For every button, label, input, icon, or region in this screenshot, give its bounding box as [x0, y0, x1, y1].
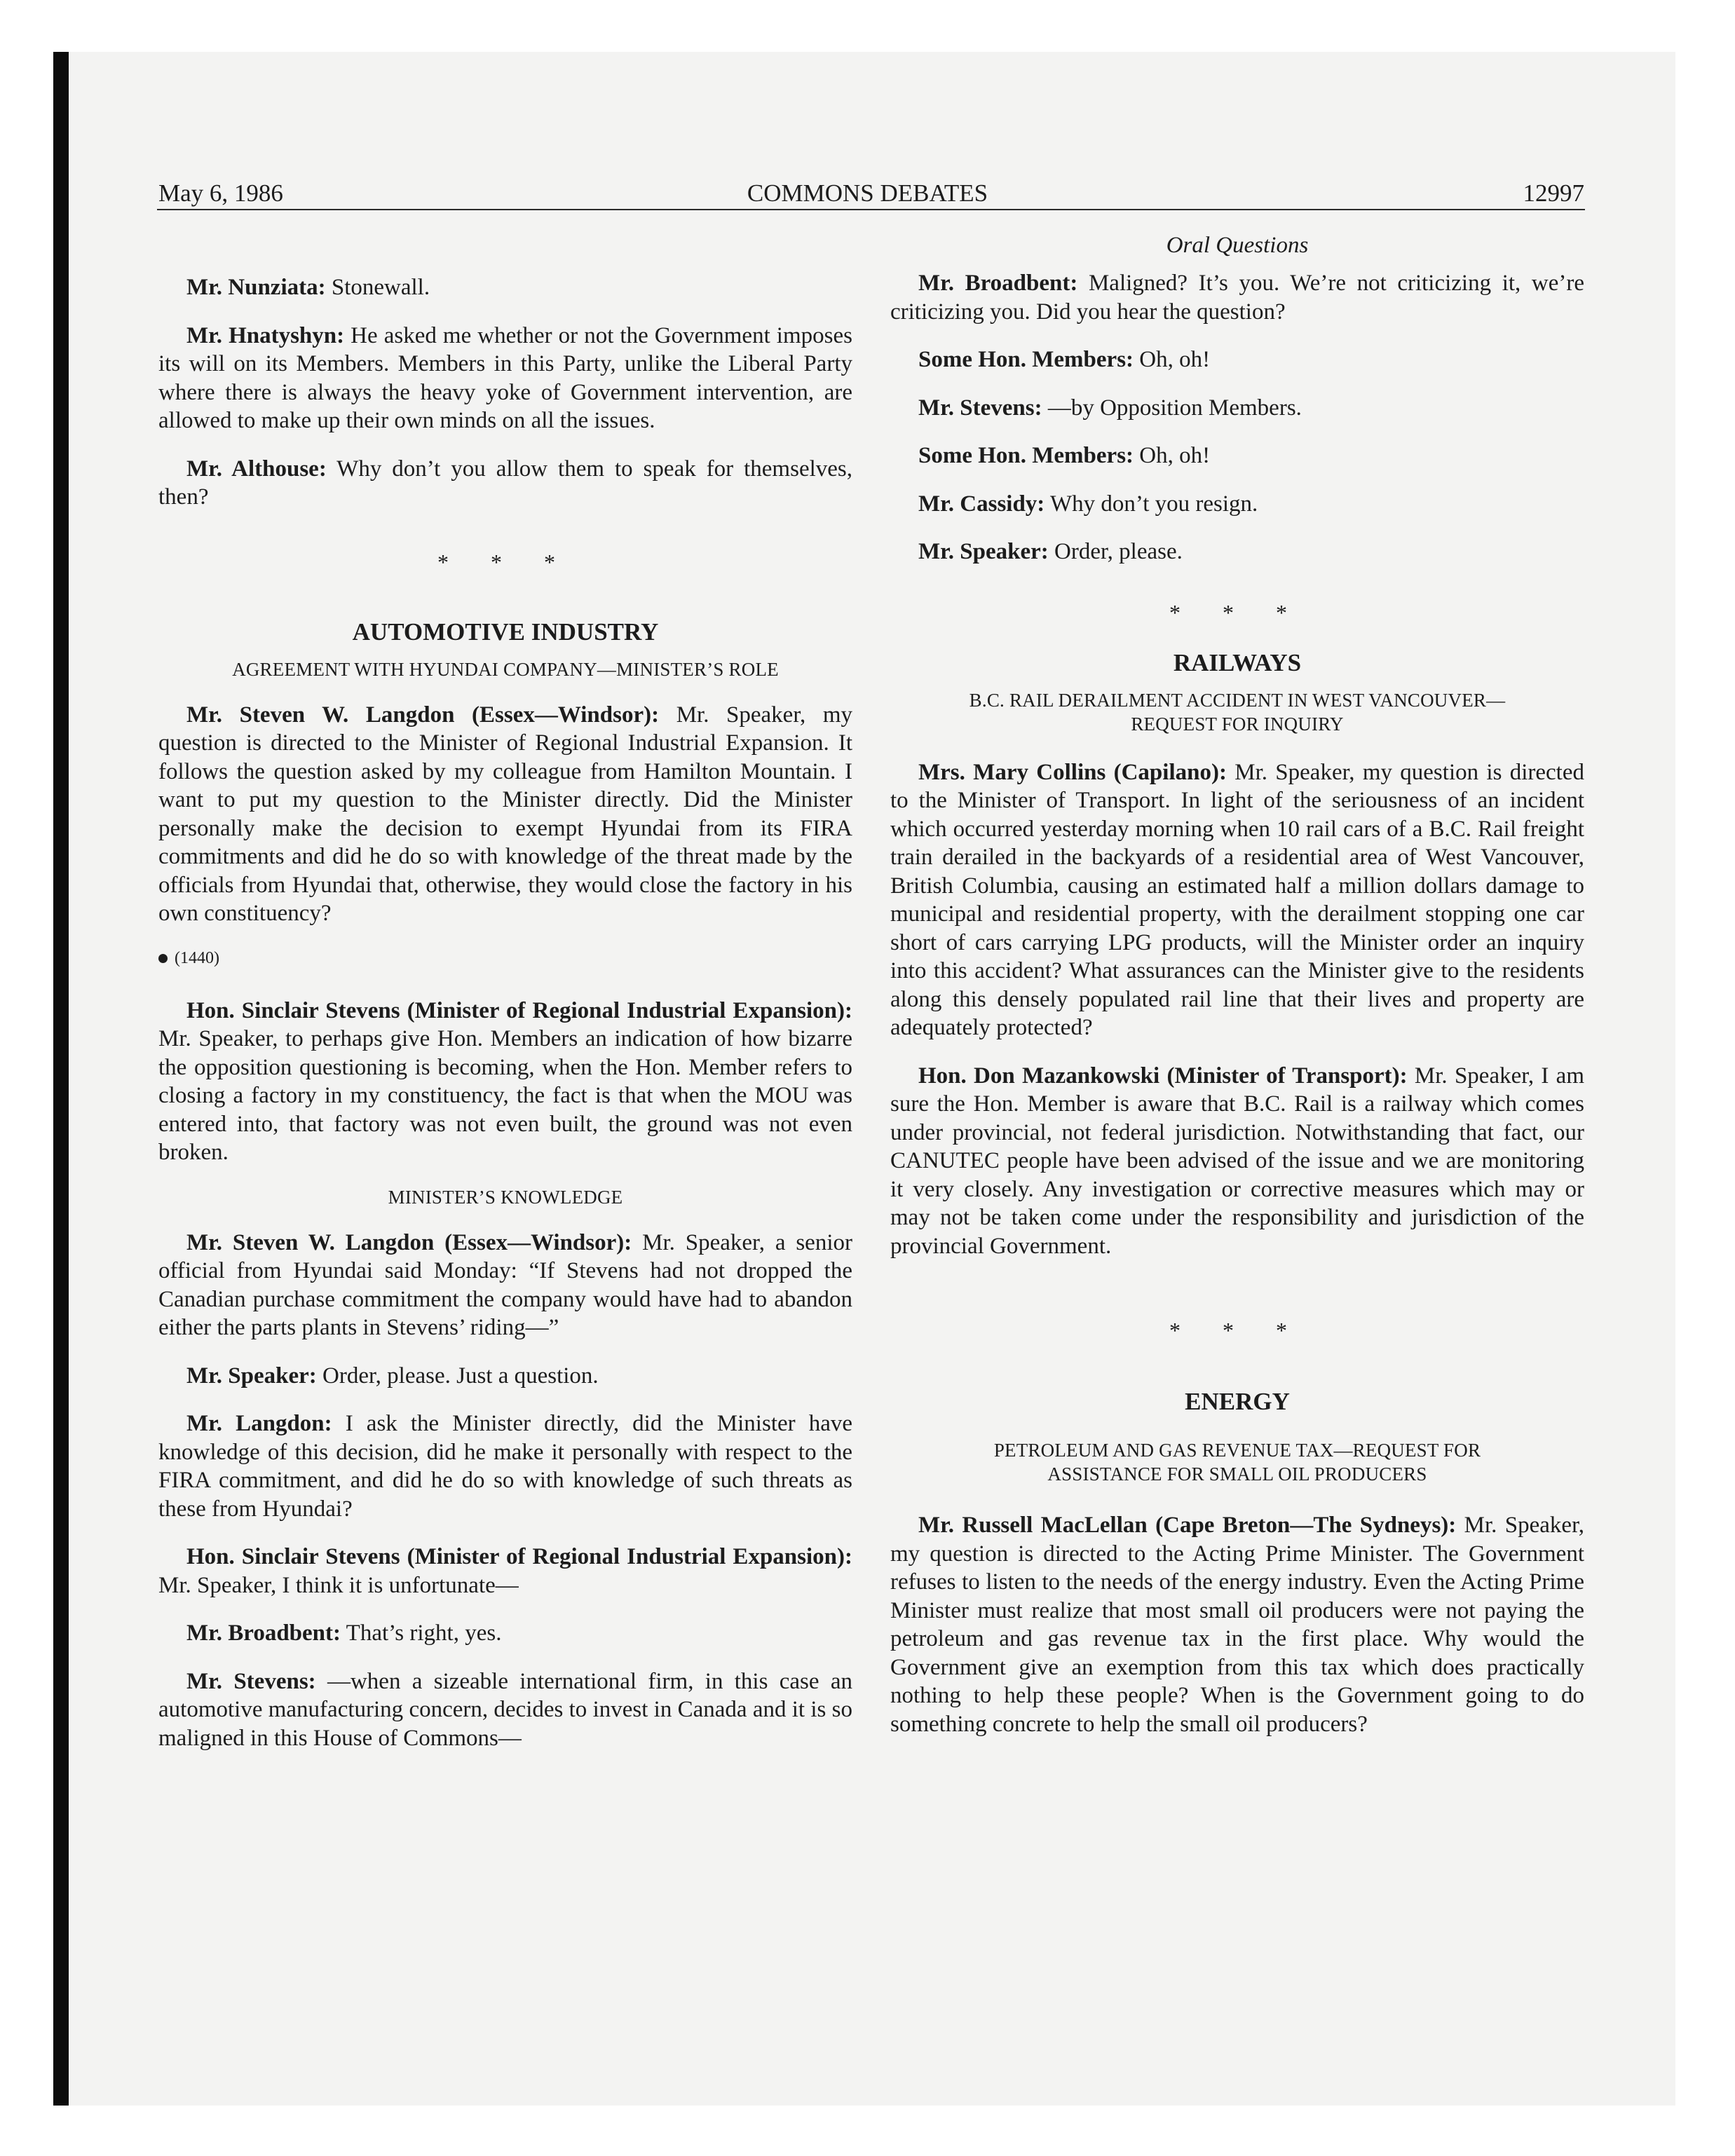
paragraph: Mr. Broadbent: That’s right, yes.	[186, 1621, 502, 1646]
speaker-name: Hon. Sinclair Stevens (Minister of Regional Industrial Expansion):	[186, 997, 852, 1023]
paragraph: Mrs. Mary Collins (Capilano): Mr. Speaker, my question is directed to the Minister of Transport. In light of the seriousness of an incident which occurred yesterday morning when 10 rail cars of a B.C. Rail freight train derailed in the backyards of a residential area of West Vancouver, British Columbia, causing an estimated half a million dollars damage to municipal and residential property, with the derailment stopping one car short of cars carrying LPG products, will the Minister order an inquiry into this accident? What assurances can the Minister give to the residents along this densely populated rail line that their lives and property are adequately protected?	[890, 759, 1584, 1040]
paragraph: Mr. Stevens: —by Opposition Members.	[918, 395, 1302, 421]
paragraph: Hon. Don Mazankowski (Minister of Transport): Mr. Speaker, I am sure the Hon. Member is aware that B.C. Rail is a railway which comes under provincial, not federal jurisdiction. Notwithstanding that fact, our CANUTEC people have been advised of the issue and we are monitoring it very closely. Any investigation or corrective measures which may or may not be taken come under the responsibility and jurisdiction of the provincial Government.	[890, 1063, 1585, 1259]
speaker-name: Mr. Steven W. Langdon (Essex—Windsor):	[186, 702, 660, 728]
paragraph: Mr. Althouse: Why don’t you allow them to speak for themselves, then?	[158, 456, 852, 510]
speaker-name: Hon. Sinclair Stevens (Minister of Regional Industrial Expansion):	[186, 1544, 852, 1569]
paragraph: Mr. Nunziata: Stonewall.	[186, 275, 430, 300]
paragraph: Hon. Sinclair Stevens (Minister of Regional Industrial Expansion): Mr. Speaker, I think it is unfortunate—	[158, 1544, 852, 1598]
section-subheading: B.C. RAIL DERAILMENT ACCIDENT IN WEST VANCOUVER— REQUEST FOR INQUIRY	[969, 689, 1506, 735]
paragraph: Mr. Speaker: Order, please. Just a question.	[186, 1363, 599, 1389]
speaker-name: Mr. Speaker:	[186, 1363, 317, 1389]
speaker-name: Mr. Broadbent:	[918, 271, 1078, 296]
speaker-name: Mr. Broadbent:	[186, 1621, 341, 1646]
time-marker: (1440)	[158, 948, 852, 969]
speaker-name: Mrs. Mary Collins (Capilano):	[918, 759, 1227, 785]
paragraph: Mr. Stevens: —when a sizeable international firm, in this case an automotive manufacturing concern, decides to invest in Canada and it is so maligned in this House of Commons—	[158, 1668, 852, 1751]
header-title: COMMONS DEBATES	[747, 179, 988, 207]
bullet-icon	[158, 954, 168, 963]
section-heading: ENERGY	[1185, 1388, 1290, 1415]
speaker-name: Mr. Russell MacLellan (Cape Breton—The Sydneys):	[918, 1513, 1457, 1538]
section-separator: * * *	[1169, 599, 1305, 625]
speaker-name: Mr. Nunziata:	[186, 275, 326, 300]
scan-edge-bar	[53, 52, 69, 2106]
right-column	[890, 231, 1584, 1738]
speaker-name: Mr. Speaker:	[918, 539, 1049, 564]
speaker-name: Mr. Hnatyshyn:	[186, 322, 345, 348]
paragraph: Mr. Speaker: Order, please.	[918, 539, 1183, 564]
speaker-name: Mr. Langdon:	[186, 1411, 332, 1436]
paragraph: Mr. Steven W. Langdon (Essex—Windsor): Mr. Speaker, my question is directed to the Minister of Regional Industrial Expansion. It follows the question asked by my colleague from Hamilton Mountain. I want to put my question to the Minister directly. Did the Minister personally make the decision to exempt Hyundai from its FIRA commitments and did he do so with knowledge of the threat made by the officials from Hyundai that, otherwise, they would close the factory in his own constituency?	[158, 702, 852, 926]
section-subheading: MINISTER’S KNOWLEDGE	[388, 1186, 623, 1208]
running-head: Oral Questions	[1166, 233, 1309, 258]
section-subheading: PETROLEUM AND GAS REVENUE TAX—REQUEST FOR ASSISTANCE FOR SMALL OIL PRODUCERS	[993, 1440, 1481, 1485]
paragraph: Mr. Russell MacLellan (Cape Breton—The Sydneys): Mr. Speaker, my question is directed to the Acting Prime Minister. The Government refuses to listen to the needs of the energy industry. Even the Acting Prime Minister must realize that most small oil producers were not paying the petroleum and gas revenue tax in the first place. Why would the Government give an exemption from this tax which does practically nothing to help these people? When is the Government going to do something concrete to help the small oil producers?	[890, 1513, 1584, 1737]
left-column	[158, 231, 852, 1752]
speaker-name: Mr. Althouse:	[186, 456, 327, 482]
header-rule	[157, 209, 1585, 210]
section-separator: * * *	[1169, 1318, 1305, 1343]
speaker-name: Mr. Stevens:	[186, 1668, 316, 1694]
speaker-name: Some Hon. Members:	[918, 347, 1134, 372]
paragraph: Mr. Broadbent: Maligned? It’s you. We’re not criticizing it, we’re criticizing you. Did you hear the question?	[890, 271, 1584, 325]
paragraph: Mr. Hnatyshyn: He asked me whether or not the Government imposes its will on its Members. Members in this Party, unlike the Liberal Party where there is always the heavy yoke of Government intervention, are allowed to make up their own minds on all the issues.	[158, 322, 852, 433]
paragraph: Mr. Langdon: I ask the Minister directly, did the Minister have knowledge of this decision, did he make it personally with respect to the FIRA commitment, and did he do so with knowledge of such threats as these from Hyundai?	[158, 1411, 852, 1522]
paragraph: Hon. Sinclair Stevens (Minister of Regional Industrial Expansion): Mr. Speaker, to perhaps give Hon. Members an indication of how bizarre the opposition questioning is becoming, when the Hon. Member refers to closing a factory in my constituency, the fact is that when the MOU was entered into, that factory was not even built, the ground was not even broken.	[158, 997, 852, 1165]
section-heading: AUTOMOTIVE INDUSTRY	[352, 618, 659, 646]
section-subheading: AGREEMENT WITH HYUNDAI COMPANY—MINISTER’S ROLE	[232, 658, 779, 680]
speaker-name: Mr. Stevens:	[918, 395, 1042, 421]
speaker-name: Some Hon. Members:	[918, 443, 1134, 468]
speaker-name: Mr. Cassidy:	[918, 491, 1045, 517]
header-date: May 6, 1986	[158, 179, 283, 207]
section-heading: RAILWAYS	[1173, 648, 1302, 676]
speaker-name: Mr. Steven W. Langdon (Essex—Windsor):	[186, 1229, 632, 1255]
paragraph: Some Hon. Members: Oh, oh!	[918, 347, 1211, 372]
paragraph: Mr. Cassidy: Why don’t you resign.	[918, 491, 1258, 517]
paragraph: Some Hon. Members: Oh, oh!	[918, 443, 1211, 468]
speaker-name: Hon. Don Mazankowski (Minister of Transport):	[918, 1063, 1408, 1089]
header-page-number: 12997	[1523, 179, 1584, 207]
paragraph: Mr. Steven W. Langdon (Essex—Windsor): Mr. Speaker, a senior official from Hyundai said Monday: “If Stevens had not dropped the Canadian purchase commitment the company would have had to abandon either the parts plants in Stevens’ riding—”	[158, 1229, 852, 1340]
section-separator: * * *	[437, 549, 573, 575]
